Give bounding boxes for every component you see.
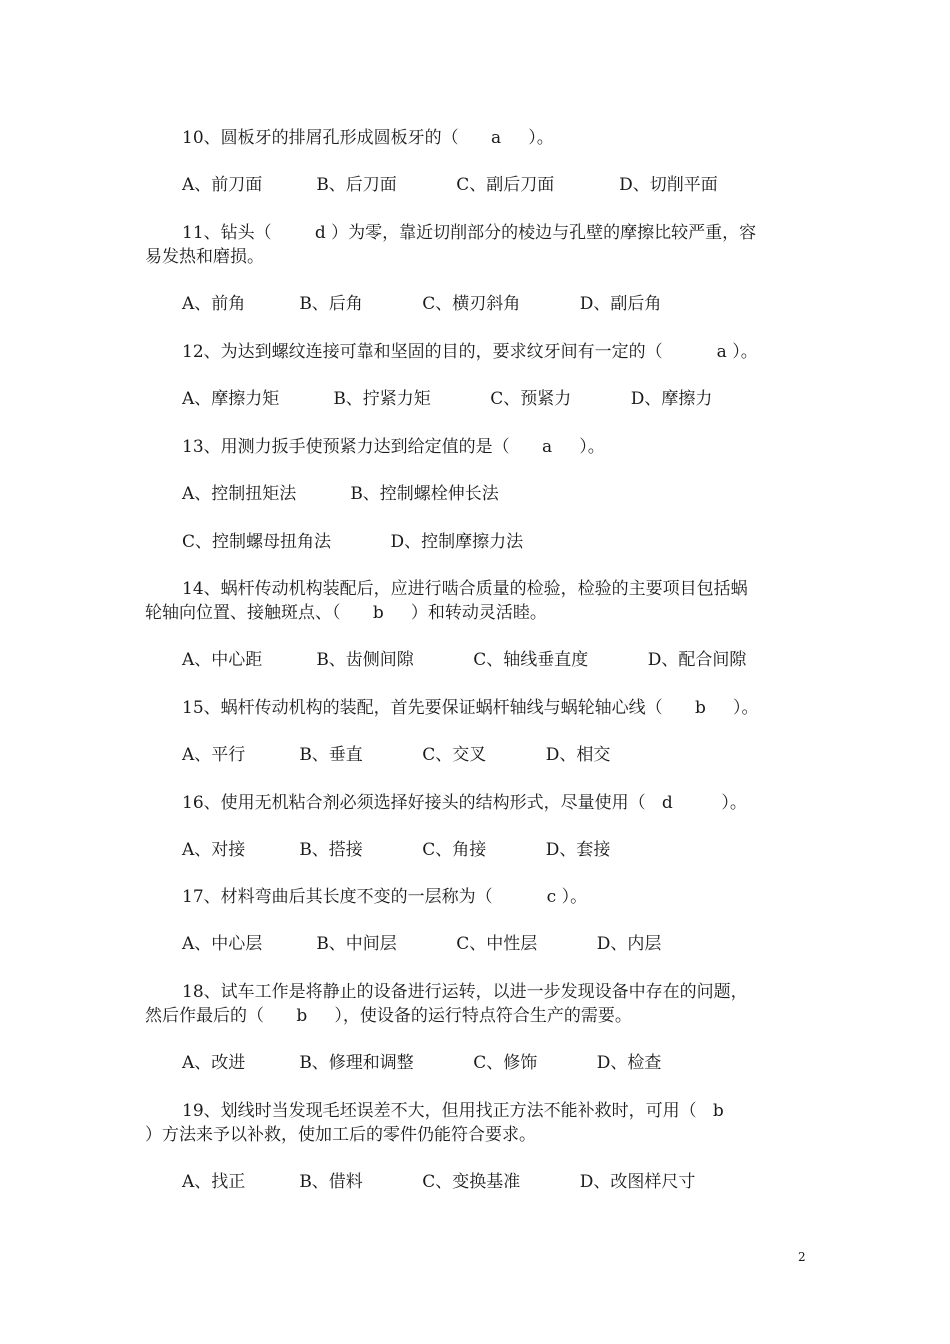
question-12-options: A、摩擦力矩 B、拧紧力矩 C、预紧力 D、摩擦力: [182, 389, 713, 409]
question-13-options-row2: C、控制螺母扭角法 D、控制摩擦力法: [182, 532, 524, 552]
question-11-stem-cont: 易发热和磨损。: [145, 247, 264, 267]
question-16-options: A、对接 B、搭接 C、角接 D、套接: [182, 840, 611, 860]
question-14-options: A、中心距 B、齿侧间隙 C、轴线垂直度 D、配合间隙: [182, 650, 747, 670]
question-14-stem-cont: 轮轴向位置、接触斑点、（ b ）和转动灵活睦。: [145, 603, 547, 623]
question-19-stem-cont: ）方法来予以补救，使加工后的零件仍能符合要求。: [145, 1125, 536, 1145]
question-11-options: A、前角 B、后角 C、横刃斜角 D、副后角: [182, 294, 662, 314]
question-18-options: A、改进 B、修理和调整 C、修饰 D、检查: [182, 1053, 662, 1073]
question-16-stem: 16、使用无机粘合剂必须选择好接头的结构形式，尽量使用（ d ）。: [182, 793, 747, 813]
question-10-options: A、前刀面 B、后刀面 C、副后刀面 D、切削平面: [182, 175, 718, 195]
question-13-options: A、控制扭矩法 B、控制螺栓伸长法: [182, 484, 499, 504]
question-15-stem: 15、蜗杆传动机构的装配，首先要保证蜗杆轴线与蜗轮轴心线（ b ）。: [182, 698, 759, 718]
question-19-options: A、找正 B、借料 C、变换基准 D、改图样尺寸: [182, 1172, 696, 1192]
question-10-stem: 10、圆板牙的排屑孔形成圆板牙的（ a ）。: [182, 128, 554, 148]
page-number: 2: [798, 1250, 806, 1264]
question-15-options: A、平行 B、垂直 C、交叉 D、相交: [182, 745, 611, 765]
question-11-stem: 11、钻头（ d ）为零，靠近切削部分的棱边与孔壁的摩擦比较严重，容: [182, 223, 757, 243]
question-14-stem: 14、蜗杆传动机构装配后，应进行啮合质量的检验，检验的主要项目包括蜗: [182, 579, 748, 599]
question-17-stem: 17、材料弯曲后其长度不变的一层称为（ c ）。: [182, 887, 588, 907]
question-18-stem: 18、试车工作是将静止的设备进行运转，以进一步发现设备中存在的问题，: [182, 982, 748, 1002]
question-19-stem: 19、划线时当发现毛坯误差不大，但用找正方法不能补救时，可用（ b: [182, 1101, 724, 1121]
question-18-stem-cont: 然后作最后的（ b ），使设备的运行特点符合生产的需要。: [145, 1006, 632, 1026]
question-17-options: A、中心层 B、中间层 C、中性层 D、内层: [182, 934, 662, 954]
question-12-stem: 12、为达到螺纹连接可靠和坚固的目的，要求纹牙间有一定的（ a ）。: [182, 342, 758, 362]
question-13-stem: 13、用测力扳手使预紧力达到给定值的是（ a ）。: [182, 437, 605, 457]
